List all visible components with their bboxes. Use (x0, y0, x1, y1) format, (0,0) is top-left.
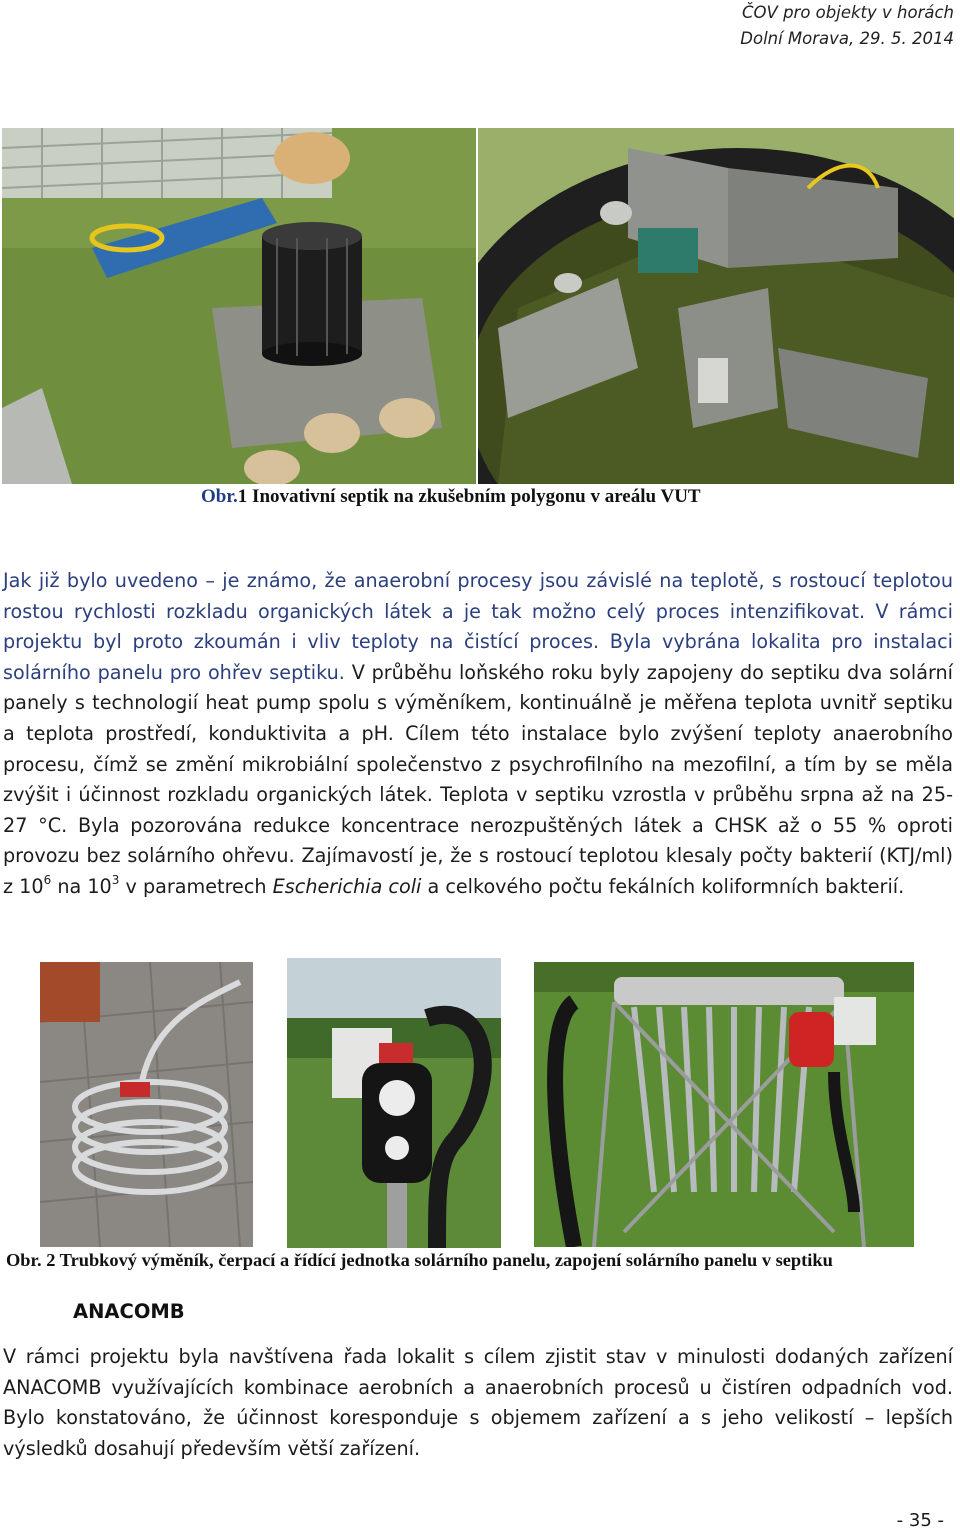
species-name: Escherichia coli (272, 874, 422, 898)
septic-tank-site-photo (2, 128, 476, 484)
running-header (740, 0, 954, 52)
figure1-caption-prefix: Obr. (201, 486, 238, 507)
solar-panel-photo (534, 962, 914, 1247)
body-paragraph-anacomb: V rámci projektu byla navštívena řada lokalit s cílem zjistit stav v minulosti dodaných zařízení ANACOMB využívajících kombinace aerobních a anaerobních procesů u čistíren odpadních vod. Bylo konstatováno, že účinnost koresponduje s objemem zařízení a s jeho velikostí – lepších výsledků dosahují především větší zařízení. (3, 1345, 953, 1460)
coil-exchanger-photo (40, 962, 253, 1247)
paragraph1-part3: na 10 (51, 874, 112, 898)
figure2-caption: Obr. 2 Trubkový výměník, čerpací a řídící jednotka solárního panelu, zapojení solárního panelu v septiku (6, 1250, 833, 1270)
header-title: ČOV pro objekty v horách (742, 3, 954, 22)
pump-control-unit-photo (287, 958, 501, 1248)
paragraph1-part5: a celkového počtu fekálních koliformních bakterií. (421, 874, 905, 898)
body-paragraph-temperature (3, 566, 953, 903)
header-date: Dolní Morava, 29. 5. 2014 (740, 29, 954, 48)
paragraph1-part4: v parametrech (119, 874, 273, 898)
exponent-6: 6 (43, 872, 52, 887)
figure1-caption-text: 1 Inovativní septik na zkušebním polygonu v areálu VUT (237, 486, 701, 507)
section-title: ANACOMB (73, 1300, 185, 1323)
septic-tank-interior-photo (478, 128, 954, 484)
page-number: - 35 - (896, 1510, 944, 1531)
figure1-caption (201, 486, 701, 508)
exponent-3: 3 (111, 872, 120, 887)
paragraph1-part2: V průběhu loňského roku byly zapojeny do septiku dva solární panely s technologií heat pump spolu s výměníkem, kontinuálně je měřena teplota uvnitř septiku a teplota prostředí, konduktivita a pH. Cílem této instalace bylo zvýšení teploty anaerobního procesu, čímž se změní mikrobiální společenstvo z psychrofilního na mezofilní, a tím by se měla zvýšit i účinnost rozkladu organických látek. Teplota v septiku vzrostla v průběhu srpna až na 25-27 °C. Byla pozorována redukce koncentrace nerozpuštěných látek a CHSK až o 55 % oproti provozu bez solárního ohřevu. Zajímavostí je, že s rostoucí teplotou klesaly počty bakterií (KTJ/ml) z 10 (3, 660, 953, 898)
paragraph1-part1: Jak již bylo uvedeno – je známo, že anaerobní procesy jsou závislé na teplotě, s rostoucí teplotou rostou rychlosti rozkladu organických látek a je tak možno celý proces intenzifikovat. V rámci projektu byl proto zkoumán i vliv teploty na čistící proces. Byla vybrána lokalita pro instalaci solárního panelu pro ohřev septiku. (3, 569, 953, 684)
